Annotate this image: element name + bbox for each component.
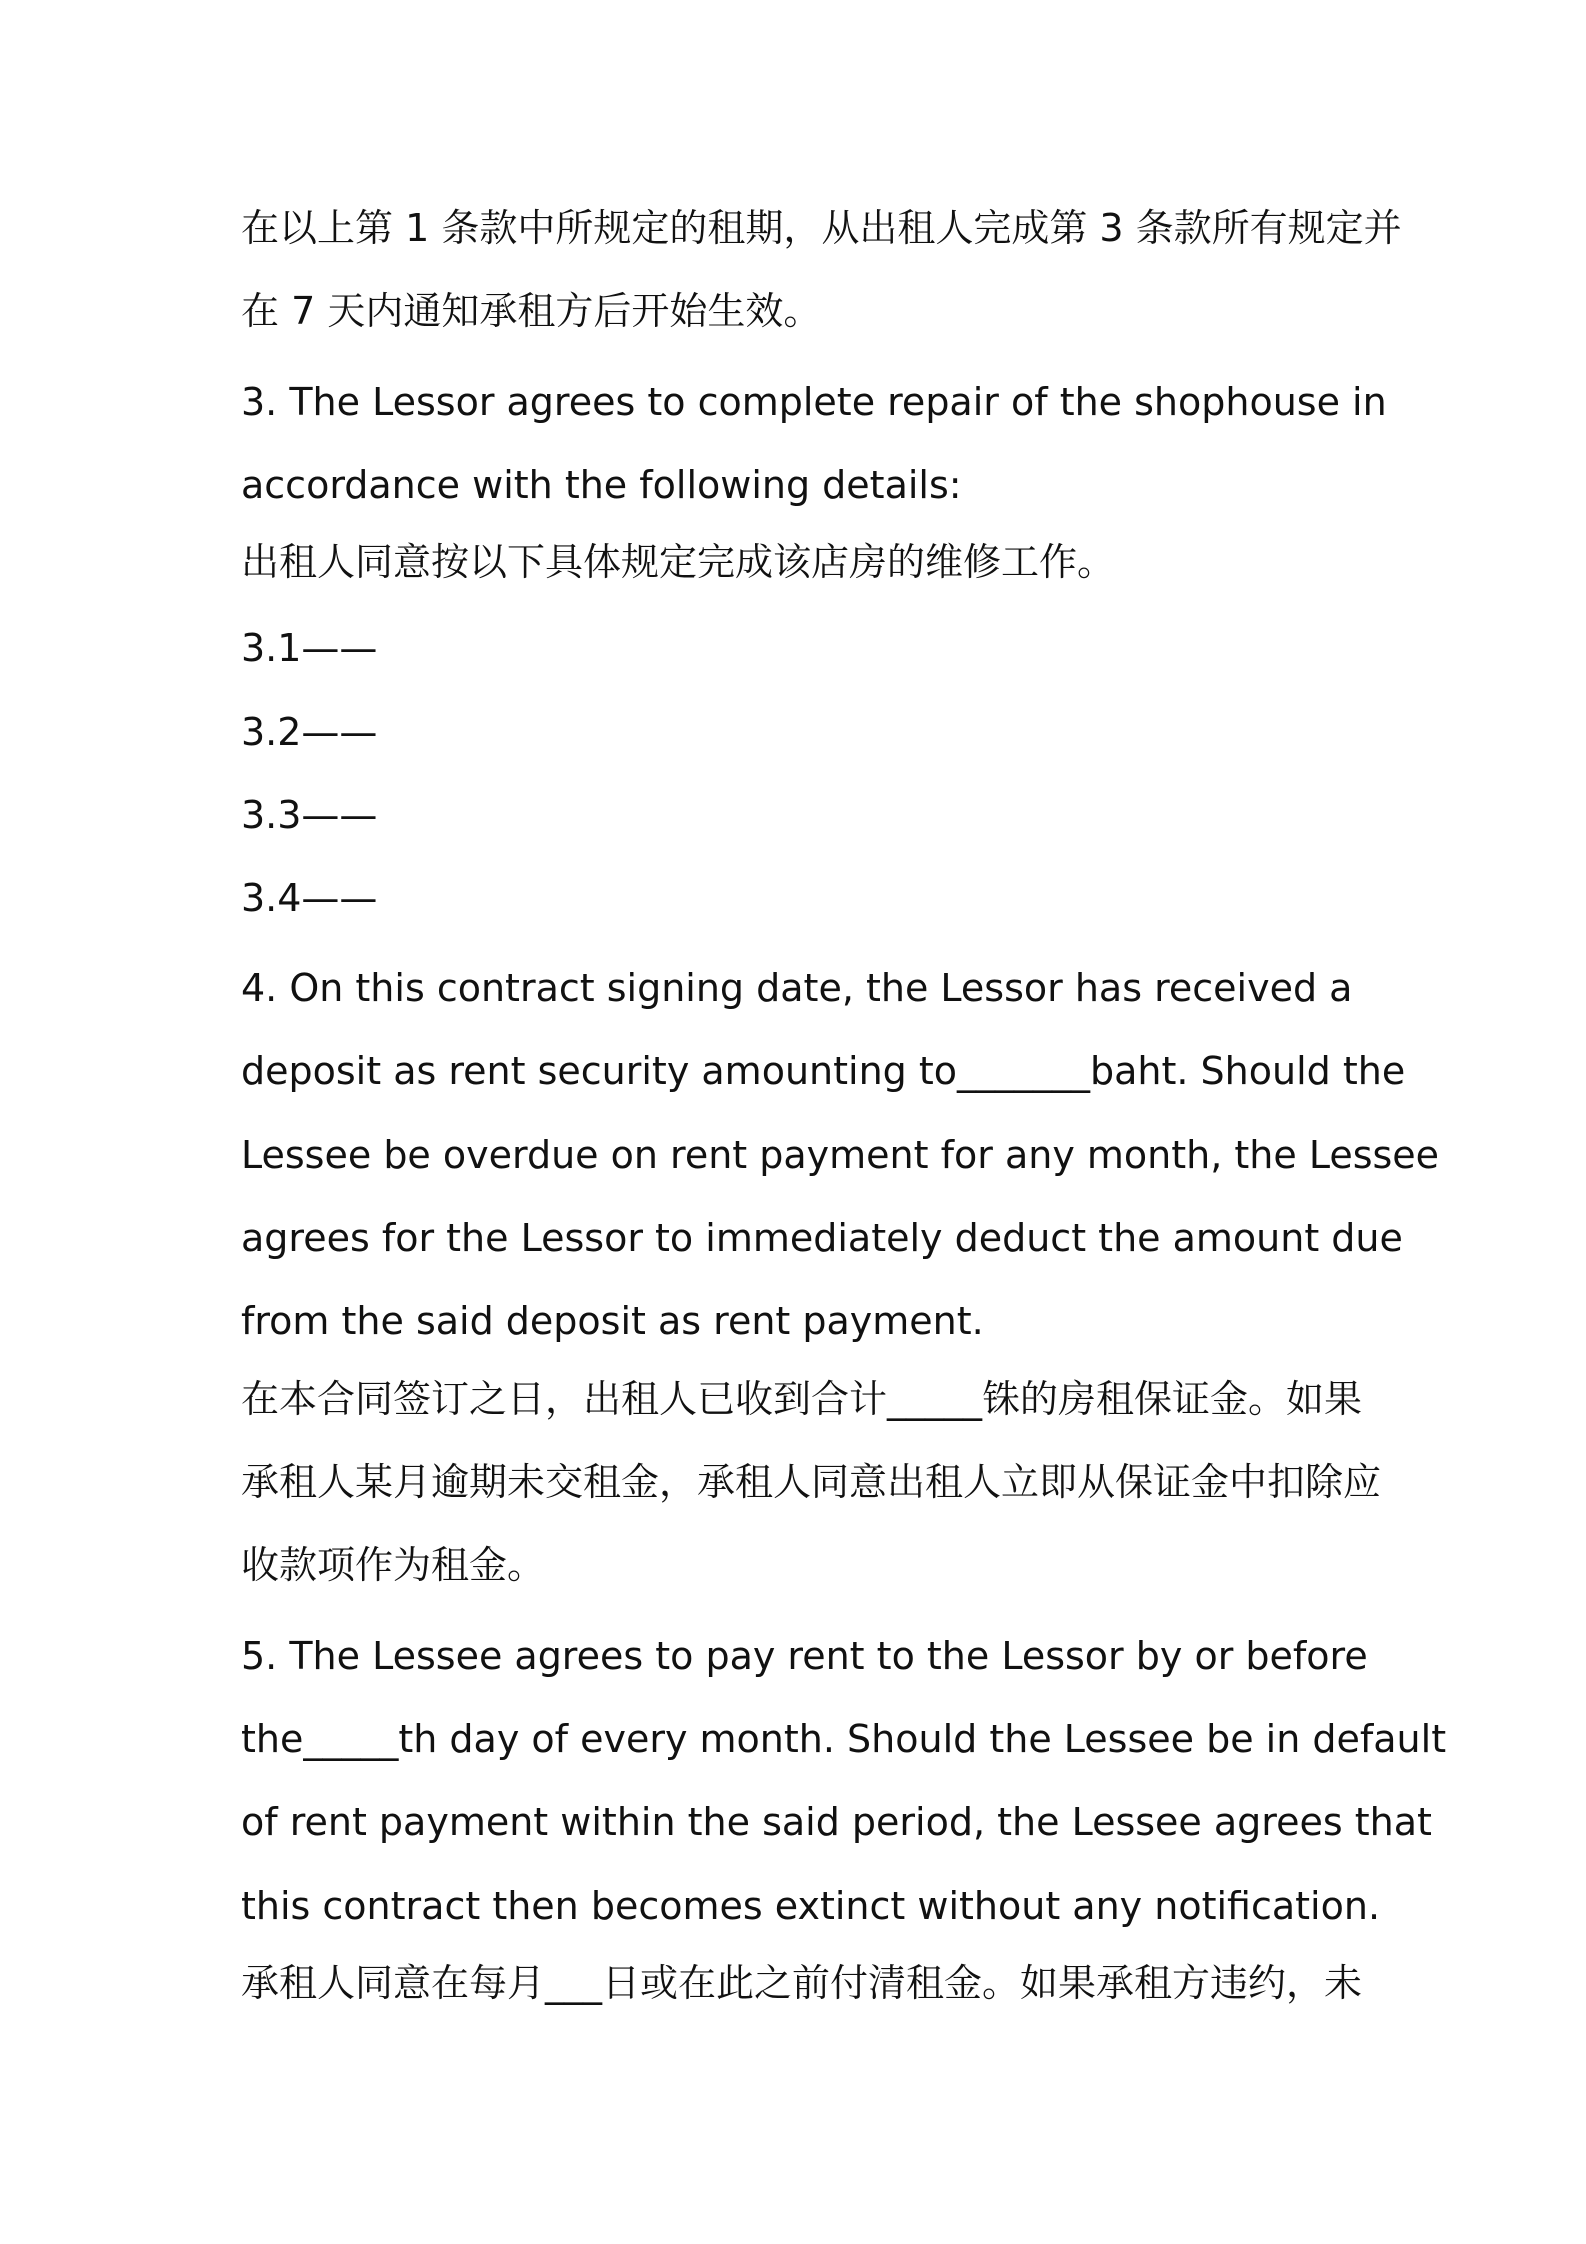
clause-3-translation-line: 出租人同意按以下具体规定完成该店房的维修工作。 [241,540,1116,584]
clause-4-line: agrees for the Lessor to immediately deduct the amount due [241,1216,1403,1260]
clause-5-line: the_____th day of every month. Should the Lessee be in default [241,1717,1447,1761]
clause-4-line: deposit as rent security amounting to_______baht. Should the [241,1049,1406,1093]
clause-3-line: 3. The Lessor agrees to complete repair of the shophouse in [241,380,1387,424]
clause-5-line: 5. The Lessee agrees to pay rent to the Lessor by or before [241,1634,1368,1678]
clause-4-line: Lessee be overdue on rent payment for any month, the Lessee [241,1133,1440,1177]
clause-5-line: of rent payment within the said period, the Lessee agrees that [241,1800,1432,1844]
clause-4-translation-line: 承租人某月逾期未交租金，承租人同意出租人立即从保证金中扣除应 [241,1460,1382,1504]
clause-3-3-item: 3.3—— [241,793,378,837]
clause-4-translation-line: 在本合同签订之日，出租人已收到合计_____铢的房租保证金。如果 [241,1377,1363,1421]
clause-4-line: 4. On this contract signing date, the Lessor has received a [241,966,1353,1010]
clause-5-translation-line: 承租人同意在每月___日或在此之前付清租金。如果承租方违约，未 [241,1961,1363,2005]
paragraph-line: 在以上第 1 条款中所规定的租期，从出租人完成第 3 条款所有规定并 [241,206,1402,250]
clause-4-line: from the said deposit as rent payment. [241,1299,984,1343]
clause-3-line: accordance with the following details: [241,463,962,507]
clause-3-2-item: 3.2—— [241,710,378,754]
clause-3-1-item: 3.1—— [241,626,378,670]
paragraph-line: 在 7 天内通知承租方后开始生效。 [241,289,822,333]
clause-5-line: this contract then becomes extinct without any notification. [241,1884,1381,1928]
clause-3-4-item: 3.4—— [241,876,378,920]
clause-4-translation-line: 收款项作为租金。 [241,1543,546,1587]
